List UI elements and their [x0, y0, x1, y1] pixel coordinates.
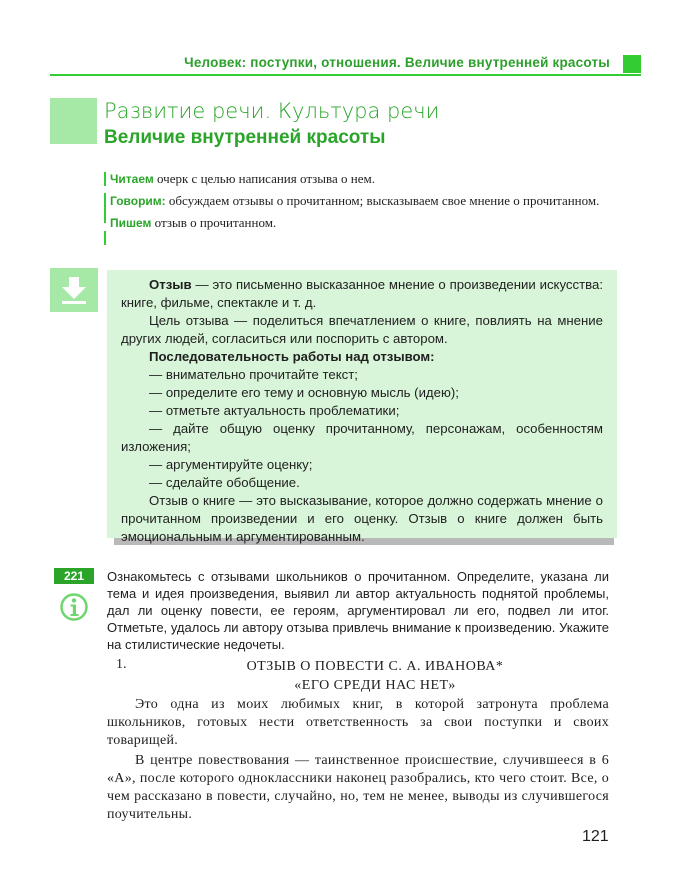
definition-paragraph	[121, 276, 603, 312]
header-divider	[50, 74, 641, 76]
activity-marker	[104, 231, 106, 245]
step-item: — отметьте актуальность проблематики;	[149, 403, 400, 418]
activity-speaking	[104, 192, 609, 210]
theory-box	[107, 270, 617, 544]
activities-list	[104, 170, 609, 236]
activity-text: обсуждаем отзывы о прочитанном; высказываем свое мнение о прочитанном.	[165, 193, 600, 208]
step-item: — определите его тему и основную мысль (идею);	[149, 385, 459, 400]
activity-marker	[104, 193, 106, 223]
step-item: — дайте общую оценку прочитанному, персонажам, особенностям изложения;	[121, 421, 603, 454]
step-item: — аргументируйте оценку;	[149, 457, 313, 472]
review-title	[210, 657, 540, 695]
activity-reading	[104, 170, 609, 188]
info-icon	[60, 592, 88, 622]
activity-writing	[104, 214, 609, 232]
definition: — это письменно высказанное мнение о произведении искусства: книге, фильме, спектакле и т. д.	[121, 277, 603, 310]
conclusion-paragraph: Отзыв о книге — это высказывание, которое должно содержать мнение о прочитанном произведении и его оценку. Отзыв о книге должен быть эмоциональным и аргументированным.	[121, 493, 603, 544]
section-marker-block	[50, 98, 97, 144]
download-arrow-icon	[59, 275, 89, 305]
term: Отзыв	[149, 277, 192, 292]
review-paragraph: В центре повествования — таинственное происшествие, случившееся в 6 «А», после которого одноклассники наконец разобрались, кто чего стоит. Все, о чем рассказано в повести, случайно, но, тем не менее, выводы из случившегося поучительны.	[107, 753, 609, 822]
header-marker	[623, 55, 641, 73]
activity-label: Говорим:	[110, 194, 166, 208]
activity-marker	[104, 172, 106, 186]
exercise-number: 221	[54, 568, 94, 584]
page-number: 121	[582, 828, 609, 845]
activity-label: Пишем	[110, 216, 152, 230]
running-title: Человек: поступки, отношения. Величие внутренней красоты	[184, 55, 610, 70]
review-paragraph: Это одна из моих любимых книг, в которой затронута проблема школьников, готовых нести ответственность за свои поступки и своих товарищей.	[107, 697, 609, 748]
step-item: — внимательно прочитайте текст;	[149, 367, 358, 382]
section-title: Развитие речи. Культура речи	[104, 99, 440, 123]
activity-text: отзыв о прочитанном.	[151, 215, 277, 230]
step-item: — сделайте обобщение.	[149, 475, 300, 490]
activity-label: Читаем	[110, 172, 154, 186]
review-body	[107, 696, 609, 826]
activity-text: очерк с целью написания отзыва о нем.	[153, 171, 375, 186]
download-icon	[50, 268, 98, 312]
section-subtitle: Величие внутренней красоты	[104, 127, 386, 148]
steps-title: Последовательность работы над отзывом:	[149, 349, 435, 364]
review-title-line: «ЕГО СРЕДИ НАС НЕТ»	[294, 678, 456, 693]
review-number: 1.	[116, 657, 127, 672]
review-title-line: ОТЗЫВ О ПОВЕСТИ С. А. ИВАНОВА*	[246, 659, 504, 674]
goal-paragraph: Цель отзыва — поделиться впечатлением о книге, повлиять на мнение других людей, согласиться или поспорить с автором.	[121, 313, 603, 346]
exercise-text: Ознакомьтесь с отзывами школьников о прочитанном. Определите, указана ли тема и идея произведения, выявил ли автор актуальность поднятой проблемы, дал ли оценку повести, ее героям, аргументировал ли его, подвел ли итог. Отметьте, удалось ли автору отзыва привлечь внимание к произведению. Укажите на стилистические недочеты.	[107, 569, 609, 652]
